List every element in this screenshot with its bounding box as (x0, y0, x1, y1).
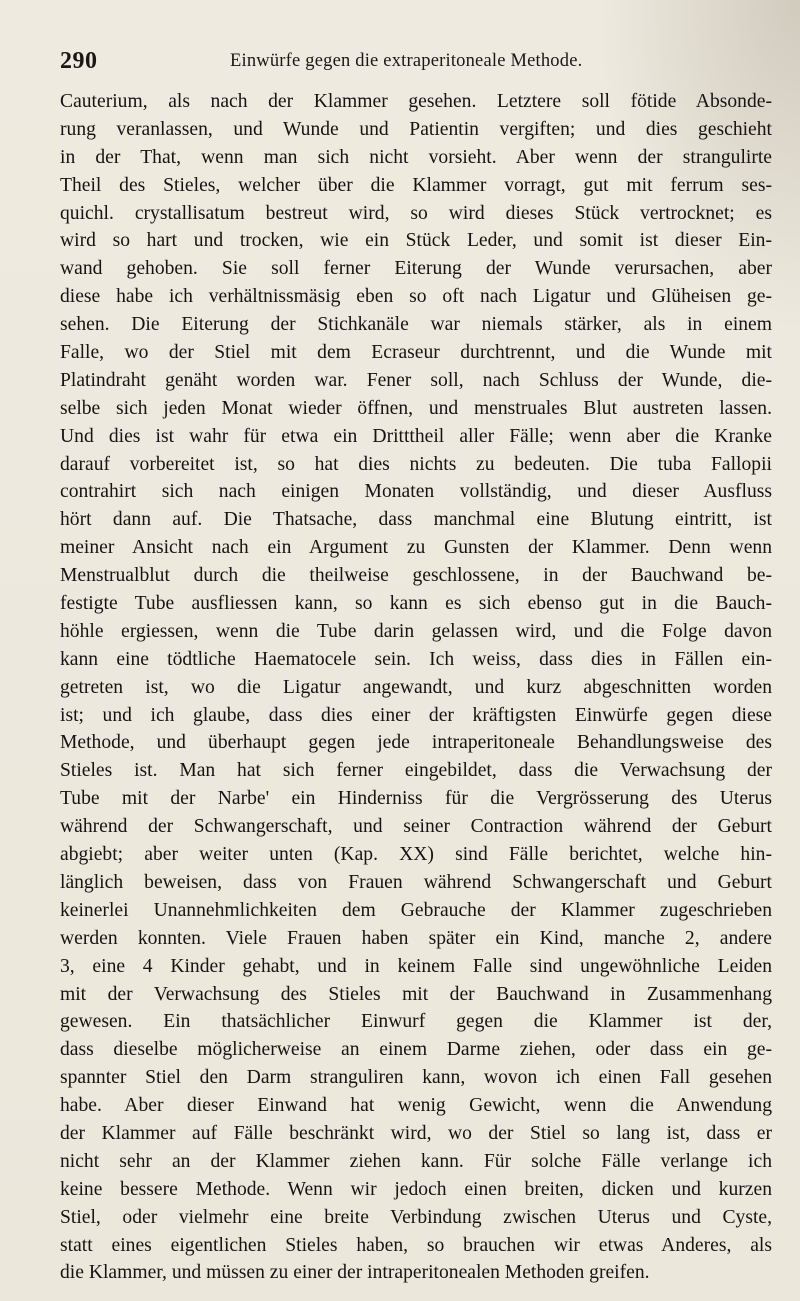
text-line: gewesen. Ein thatsächlicher Einwurf gegen die Klammer ist der, (60, 1011, 772, 1033)
text-line: wand gehoben. Sie soll ferner Eiterung der Wunde verursachen, aber (60, 258, 772, 280)
text-line: dass dieselbe möglicherweise an einem Darme ziehen, oder dass ein ge- (60, 1039, 772, 1061)
text-line: Stieles ist. Man hat sich ferner eingebildet, dass die Verwachsung der (60, 760, 772, 782)
text-line: Tube mit der Narbe' ein Hinderniss für die Vergrösserung des Uterus (60, 788, 772, 810)
text-line: Cauterium, als nach der Klammer gesehen. Letztere soll fötide Absonde- (60, 91, 772, 112)
text-line: quichl. crystallisatum bestreut wird, so wird dieses Stück vertrocknet; es (60, 202, 772, 224)
text-line: Und dies ist wahr für etwa ein Dritttheil aller Fälle; wenn aber die Kranke (60, 425, 772, 447)
text-line: meiner Ansicht nach ein Argument zu Gunsten der Klammer. Denn wenn (60, 537, 772, 559)
text-line: mit der Verwachsung des Stieles mit der Bauchwand in Zusammenhang (60, 983, 772, 1005)
body-text (60, 88, 772, 1287)
text-line: sehen. Die Eiterung der Stichkanäle war niemals stärker, als in einem (60, 314, 772, 336)
text-line: getreten ist, wo die Ligatur angewandt, und kurz abgeschnitten worden (60, 676, 772, 698)
text-line: in der That, wenn man sich nicht vorsieht. Aber wenn der strangulirte (60, 146, 772, 168)
text-line: hört dann auf. Die Thatsache, dass manchmal eine Blutung eintritt, ist (60, 509, 772, 531)
text-line: contrahirt sich nach einigen Monaten vollständig, und dieser Ausfluss (60, 481, 772, 503)
text-line: Methode, und überhaupt gegen jede intraperitoneale Behandlungsweise des (60, 732, 772, 754)
text-line: wird so hart und trocken, wie ein Stück Leder, und somit ist dieser Ein- (60, 230, 772, 252)
text-line: Platindraht genäht worden war. Fener soll, nach Schluss der Wunde, die- (60, 369, 772, 391)
text-line: habe. Aber dieser Einwand hat wenig Gewicht, wenn die Anwendung (60, 1095, 772, 1117)
text-line: darauf vorbereitet ist, so hat dies nichts zu bedeuten. Die tuba Fallopii (60, 453, 772, 475)
text-line: Menstrualblut durch die theilweise geschlossene, in der Bauchwand be- (60, 565, 772, 587)
text-line: diese habe ich verhältnissmäsig eben so oft nach Ligatur und Glüheisen ge- (60, 286, 772, 308)
text-line: kann eine tödtliche Haematocele sein. Ich weiss, dass dies in Fällen ein- (60, 648, 772, 670)
text-line: keine bessere Methode. Wenn wir jedoch einen breiten, dicken und kurzen (60, 1178, 772, 1200)
text-line: 3, eine 4 Kinder gehabt, und in keinem Falle sind ungewöhnliche Leiden (60, 955, 772, 977)
text-line: selbe sich jeden Monat wieder öffnen, und menstruales Blut austreten lassen. (60, 397, 772, 419)
text-line: nicht sehr an der Klammer ziehen kann. Für solche Fälle verlange ich (60, 1150, 772, 1172)
text-line: höhle ergiessen, wenn die Tube darin gelassen wird, und die Folge davon (60, 620, 772, 642)
text-line: werden konnten. Viele Frauen haben später ein Kind, manche 2, andere (60, 927, 772, 949)
text-line-last: die Klammer, und müssen zu einer der intraperitonealen Methoden greifen. (60, 1262, 650, 1284)
text-line: während der Schwangerschaft, und seiner Contraction während der Geburt (60, 816, 772, 838)
text-line: Stiel, oder vielmehr eine breite Verbindung zwischen Uterus und Cyste, (60, 1206, 772, 1228)
running-title: Einwürfe gegen die extraperitoneale Methode. (230, 51, 583, 71)
text-line: länglich beweisen, dass von Frauen während Schwangerschaft und Geburt (60, 871, 772, 893)
text-line: statt eines eigentlichen Stieles haben, so brauchen wir etwas Anderes, als (60, 1234, 772, 1256)
text-line: festigte Tube ausfliessen kann, so kann es sich ebenso gut in die Bauch- (60, 593, 772, 615)
text-line: Falle, wo der Stiel mit dem Ecraseur durchtrennt, und die Wunde mit (60, 342, 772, 364)
text-line: abgiebt; aber weiter unten (Kap. XX) sind Fälle berichtet, welche hin- (60, 844, 772, 866)
text-line: spannter Stiel den Darm stranguliren kann, wovon ich einen Fall gesehen (60, 1067, 772, 1089)
text-line: rung veranlassen, und Wunde und Patientin vergiften; und dies geschieht (60, 118, 772, 140)
text-line: der Klammer auf Fälle beschränkt wird, wo der Stiel so lang ist, dass er (60, 1122, 772, 1144)
text-line: Theil des Stieles, welcher über die Klammer vorragt, gut mit ferrum ses- (60, 174, 772, 196)
text-line: ist; und ich glaube, dass dies einer der kräftigsten Einwürfe gegen diese (60, 704, 772, 726)
page-number: 290 (60, 48, 98, 74)
running-head (60, 48, 760, 74)
text-line: keinerlei Unannehmlichkeiten dem Gebrauche der Klammer zugeschrieben (60, 899, 772, 921)
